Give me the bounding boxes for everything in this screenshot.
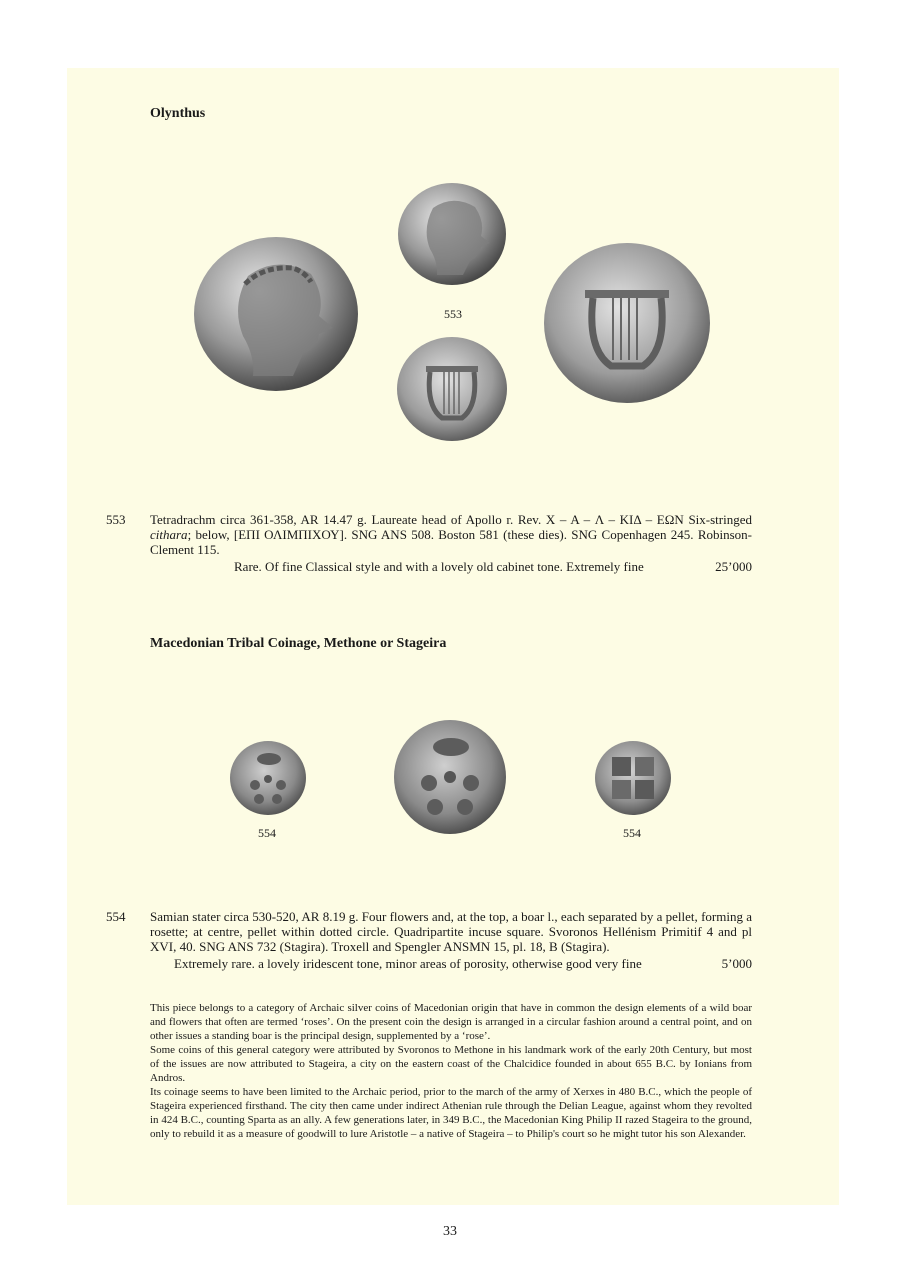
lot-number-553: 553: [106, 512, 126, 527]
lot-grade-553: Rare. Of fine Classical style and with a lovely old cabinet tone. Extremely fine: [234, 559, 644, 574]
lot-description-553: Tetradrachm circa 361-358, AR 14.47 g. Laureate head of Apollo r. Rev. X – A – Λ – KIΔ – EΩN Six-stringed cithara; below, [ΕΠΙ ΟΛΙΜΠΙΧΟΥ]. SNG ANS 508. Boston 581 (these dies). SNG Copenhagen 245. Robinson-Clement 115.: [150, 512, 752, 557]
coin-554-obverse-small: [229, 739, 307, 817]
coin-554-obverse-large: [393, 719, 507, 835]
section-heading-olynthus: Olynthus: [150, 106, 206, 121]
page-number: 33: [443, 1224, 457, 1239]
coin-label-554-left: 554: [258, 826, 276, 840]
note-paragraph: Its coinage seems to have been limited to the Archaic period, prior to the march of the army of Xerxes in 480 B.C., which the people of Stageira experienced firsthand. The city then came under indirect Athenian rule through the Delian League, against whom they revolted in 424 B.C., counting Sparta as an ally. A few generations later, in 349 B.C., the Macedonian King Philip II razed Stageira to the ground, only to rebuild it as a measure of goodwill to lure Aristotle – a native of Stageira – to Philip's court so he might tutor his son Alexander.: [150, 1086, 752, 1140]
lot-grade-554: Extremely rare. a lovely iridescent tone, minor areas of porosity, otherwise good very fine: [174, 956, 642, 971]
coin-553-reverse-large: [543, 242, 711, 404]
lot-price-553: 25’000: [715, 559, 752, 574]
coin-553-reverse-small: [396, 336, 508, 443]
coin-553-obverse-large: [193, 236, 359, 392]
coin-553-obverse-small: [397, 182, 507, 286]
note-paragraph: Some coins of this general category were attributed by Svoronos to Methone in his landmark work of the early 20th Century, but most of the issues are now attributed to Stageira, a city on the eastern coast of the Chalcidice founded in about 655 B.C. by Ionians from Andros.: [150, 1044, 752, 1084]
lot-number-554: 554: [106, 909, 126, 924]
note-paragraph: This piece belongs to a category of Archaic silver coins of Macedonian origin that have in common the design elements of a wild boar and flowers that often are termed ‘roses’. On the present coin the design is arranged in a circular fashion around a central point, and on other issues a standing boar is the principal design, supplemented by a ‘rose’.: [150, 1002, 752, 1042]
coin-label-553: 553: [444, 307, 462, 321]
section-heading-macedonian-tribal: Macedonian Tribal Coinage, Methone or Stageira: [150, 636, 447, 651]
lot-price-554: 5’000: [721, 956, 752, 971]
coin-label-554-right: 554: [623, 826, 641, 840]
lot-note-554: [150, 1001, 752, 1141]
lot-description-554: Samian stater circa 530-520, AR 8.19 g. Four flowers and, at the top, a boar l., each separated by a pellet, forming a rosette; at centre, pellet within dotted circle. Quadripartite incuse square. Svoronos Hellénism Primitif 4 and pl XVI, 40. SNG ANS 732 (Stagira). Troxell and Spengler ANSMN 15, pl. 18, B (Stagira).: [150, 909, 752, 954]
coin-554-reverse-incuse: [594, 739, 672, 817]
